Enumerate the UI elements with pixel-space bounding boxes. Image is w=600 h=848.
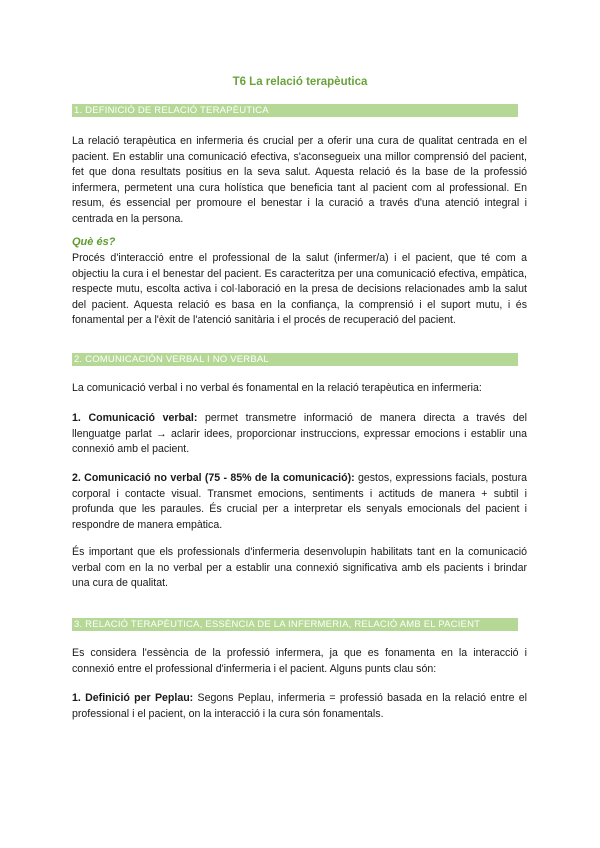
section-3-heading: 3. RELACIÓ TERAPÈUTICA, ESSÈNCIA DE LA INFERMERIA, RELACIÓ AMB EL PACIENT [72, 618, 518, 631]
section-3-item-1-label: 1. Definició per Peplau: [72, 692, 194, 704]
section-2-item-1-label: 1. Comunicació verbal: [72, 412, 198, 424]
section-1-intro: La relació terapèutica en infermeria és crucial per a oferir una cura de qualitat centrada en el pacient. En establir una comunicació efectiva, s'aconsegueix una millor comprensió del pacient, fet que dona resultats positius en la seva salut. Aquesta relació és la base de la professió infermera, permetent una cura holística que beneficia tant al pacient com al professional. En resum, és essencial per promoure el benestar i la curació a través d'una atenció integral i centrada en la persona. [72, 135, 527, 225]
section-2-item-2-text: gestos, expressions facials, postura corporal i contacte visual. Transmet emocions, sentiments i actituds de manera + subtil i profunda que les paraules. És crucial per a interpretar els senyals emocionals del pacient i respondre de manera empàtica. [72, 472, 527, 531]
section-3-intro: Es considera l'essència de la professió infermera, ja que es fonamenta en la interacció i connexió entre el professional d'infermeria i el pacient. Alguns punts clau són: [72, 647, 527, 675]
section-2-item-1-text: permet transmetre informació de manera directa a través del llenguatge parlat → aclarir idees, proporcionar instruccions, expressar emocions i establir una connexió amb el pacient. [72, 412, 527, 456]
document-title: T6 La relació terapèutica [232, 76, 368, 88]
section-2-item-2 [72, 471, 527, 533]
section-2-item-1 [72, 411, 527, 458]
section-1-heading: 1. DEFINICIÓ DE RELACIÓ TERAPÈUTICA [72, 104, 518, 117]
section-3-item-1-text: Segons Peplau, infermeria = professió basada en la relació entre el professional i el pacient, on la interacció i la cura són fonamentals. [72, 692, 527, 720]
section-2-intro: La comunicació verbal i no verbal és fonamental en la relació terapèutica en infermeria: [72, 382, 482, 394]
section-2-heading: 2. COMUNICACIÓN VERBAL I NO VERBAL [72, 353, 518, 366]
section-2-closing: És important que els professionals d'infermeria desenvolupin habilitats tant en la comunicació verbal com en la no verbal per a establir una connexió significativa amb els pacients i brindar una cura de qualitat. [72, 546, 527, 590]
section-3-item-1 [72, 691, 527, 722]
section-2-item-2-label: 2. Comunicació no verbal (75 - 85% de la comunicació): [72, 472, 355, 484]
section-1-subheading: Què és? [72, 236, 116, 248]
section-1-body: Procés d'interacció entre el professional de la salut (infermer/a) i el pacient, que té com a objectiu la cura i el benestar del pacient. Es caracteritza per una comunicació efectiva, empàtica, respecte mutu, escolta activa i col·laboració en la presa de decisions relacionades amb la salut del pacient. Aquesta relació es basa en la confiança, la comprensió i el suport mutu, i és fonamental per a l'èxit de l'atenció sanitària i el procés de recuperació del pacient. [72, 252, 527, 327]
